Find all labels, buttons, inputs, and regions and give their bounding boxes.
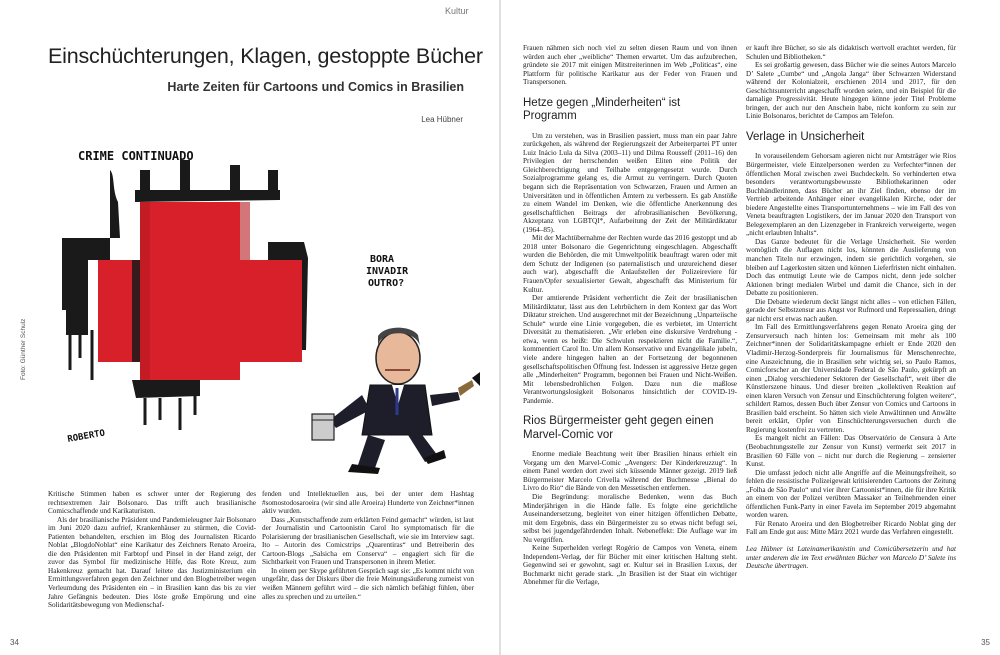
section-label: Kultur (445, 6, 469, 16)
subheading-marvel-comic: Rios Bürgermeister geht gegen einen Marvel-Comic vor (523, 415, 714, 441)
paragraph: Mit der Machtübernahme der Rechten wurde das 2016 gestoppt und ab 2018 unter Bolsonaro die Gegenrichtung eingeschlagen. Abgeschafft wurden die Behörden, die mit Umweltpolitik beauftragt waren oder mit dem Schutz der Indigenen (so paternalistisch und unzureichend dieser auch war), abgeschafft die Anlaufstellen der Polizeireviere für Frauen/Opfer sexualisierter Gewalt, abgeschafft das Ministerium für Kultur. (523, 234, 737, 294)
article-column-1 (48, 490, 256, 632)
president-figure (312, 328, 480, 474)
cartoon-signature: ROBERTO (66, 428, 106, 445)
swastika-paint-top (135, 190, 280, 202)
author-bio: Lea Hübner ist Lateinamerikanistin und Comicübersetzerin und hat unter anderem die im Text erwähnten Bücher von Marcelo D’ Salete ins Deutsche übertragen. (746, 545, 956, 571)
subheading-minderheiten: Hetze gegen „Minderheiten“ ist Programm (523, 96, 681, 123)
paragraph: Im Fall des Ermittlungsverfahrens gegen Renato Aroeira ging der Zensurversuch nach hinten los: Gemeinsam mit mehr als 100 Zeichner*innen der Solidaritätskampagne erhielt er Ende 2020 den Vladimir-Herzog-Sonderpreis für Journalismus für Menschenrechte, eine Auszeichnung, die in Brasilien sehr wichtig sei, so Paulo Ramos, Comicforscher an der Universidade Federal de São Paulo, gekürpft an einen „Dialog verschiedener Sektoren der Gesellschaft“, weit über die Künstlerszene hinaus. Und dieser breiten „kollektiven Reaktion auf einen klaren Versuch von Zensur und Einschüchterung folgten weitere“, schildert Ramos, dessen Buch über Zensur von Comics und Cartoons in Brasilien bald erscheint. So hätten sich viele Anwältinnen und Anwälte bereit erklärt, Opfer von Einschüchterungsversuchen durch die Regierung kostenfrei zu vertreten. (746, 323, 956, 434)
paragraph: Kritische Stimmen haben es schwer unter der Regierung des rechtsextremen Jair Bolsonaro. Das trifft auch brasilianische Comicschaffende und Karikaturisten. (48, 490, 256, 516)
photo-credit: Foto: Günther Schulz (20, 318, 27, 380)
paragraph: In vorauseilendem Gehorsam agieren nicht nur Amtsträger wie Rios Bürgermeister, viele Einzelpersonen werden zu Verfechter*innen der öffentlichen Moral zwischen zwei Buchdeckeln. So verhinderten etwa besonders verantwortungsbewusste Bibliothekarinnen oder Buchhändlerinnen, dass Bücher an ihr Ziel finden, ebenso der im Vertrieb arbeitende Anhänger einer evangelikalen Kirche, oder der biedere Angestellte eines Transportunternehmens – wie im Fall des von Veneta beauftragten Logistikers, der im Januar 2020 den Transport von Belegexemplaren an den Lizenzgeber in Frankreich verweigerte, wegen „nicht erlaubten Inhalts“. (746, 152, 956, 238)
paragraph: Die Begründung: moralische Bedenken, wenn das Buch Minderjährigen in die Hände falle. Es folgte eine gerichtliche Auseinandersetzung, begleitet von einer hitzigen öffentlichen Debatte, mit dem Ergebnis, dass ein Bürgermeister zu so etwas nicht befugt sei, selbst bei jugendgefährdenden Inhalt. Nebeneffekt: Die Auflage war im Nu vergriffen. (523, 492, 737, 544)
paragraph: Dass „Kunstschaffende zum erklärten Feind gemacht“ würden, ist laut der Journalistin und Cartoonistin Carol Ito symptomatisch für die Polarisierung der brasilianischen Gesellschaft, wie sie im Interview sagt. Ito – Autorin des Comicstrips „Quarentiras“ und Betreiberin des Cartoon-Blogs „Salsicha em Conserva“ – engagiert sich für die Sichtbarkeit von Frauen und Transpersonen in ihrem Metier. (262, 515, 474, 567)
paragraph: fenden und Intellektuellen aus, bei der unter dem Hashtag #somostodosaroeira (wir sind alle Aroeira) Hunderte von Zeichner*innen aktiv wurden. (262, 490, 474, 516)
paragraph: Frauen nähmen sich noch viel zu selten diesen Raum und von ihnen würden auch eher „weibliche“ Themen erwartet. Um das aufzubrechen, gründete sie 2017 mit einigen Mitstreiterinnen im Web „Politicas“, eine Plattform für politische Karikatur aus der Feder von Frauen und Transpersonen. (523, 44, 737, 87)
red-cross (98, 202, 302, 380)
article-author: Lea Hübner (421, 115, 463, 124)
article-column-2 (262, 490, 474, 632)
subheading-verlage: Verlage in Unsicherheit (746, 130, 865, 143)
paragraph: Um zu verstehen, was in Brasilien passiert, muss man ein paar Jahre zurückgehen, als während der Regierungszeit der Arbeiterpartei PT unter Luiz Inácio Lula da Silva (2003–11) und Dilma Rousseff (2011–16) den Privilegien der herrschenden weißen Eliten eine Politik der Gleichberechtigung und Teilhabe entgegengesetzt wurde. Durch Sozialprogramme gelang es, die Armut zu verringern. Durch Quoten begann sich die Repräsentation von Schwarzen, Frauen und Armen an Universitäten und in öffentlichen Ämtern zu verbessern. Es gab Anstöße zu einem Wandel im Denken, wie die öffentliche Anerkennung des gesellschaftlichen Beitrags der afrobrasilianischen Bevölkerung, Akzeptanz von LGBTQI*, Aufarbeitung der Zeit der Militärdiktatur (1964–85). (523, 131, 737, 234)
paragraph: Es sei großartig gewesen, dass Bücher wie die seines Autors Marcelo D’ Salete „Cumbe“ und „Angola Janga“ über Schwarzen Widerstand während der Kolonialzeit, erschienen 2014 und 2017, für den Geschichtsunterricht angeschafft worden seien, und ein Beispiel für die damalige Progressivität. Heute hingegen könne jeder Titel Probleme bringen, der auch nur den Anschein habe, nicht konform zu sein zur Linie Bolsonaros, berichtet de Campos am Telefon. (746, 61, 956, 121)
paragraph: Enorme mediale Beachtung weit über Brasilien hinaus erhielt ein Vorgang um den Marvel-Comic „Avengers: Der Kinderkreuzzug“. In einem Panel werden dort zwei sich küssende Männer gezeigt. 2019 ließ Bürgermeister Marcelo Crivella während der Buchmesse „Bienal do Livro do Rio“ die Bände von den Messetischen entfernen. (523, 450, 737, 493)
speech-bubble (366, 254, 414, 289)
paragraph: In einem per Skype geführten Gespräch sagt sie: „Es kommt nicht von ungefähr, dass der Diskurs über die freie Meinungsäußerung zumeist von weißen Männern geführt wird – die sich nämlich befähigt fühlen, über alles zu sprechen und zu urteilen.“ (262, 566, 474, 601)
speech-line-3: OUTRO? (368, 278, 405, 289)
article-column-4 (746, 44, 956, 634)
page-number-right: 35 (981, 638, 990, 647)
paragraph: Die Debatte wiederum deckt längst nicht alles – von etlichen Fällen, gerade der Selbstzensur aus Angst vor Rufmord und Repressalien, dringt gar nicht erst etwas nach außen. (746, 297, 956, 323)
cartoon-illustration (40, 130, 480, 475)
cartoon-caption-title: CRIME CONTINUADO (78, 149, 194, 163)
paragraph: Es mangelt nicht an Fällen: Das Observatório de Censura à Arte (Beobachtungsstelle zur Zensur von Kunst) vermerkt seit 2017 in Brasilien 60 Fälle von – nicht nur durch die Regierung – zensierter Kunst. (746, 434, 956, 469)
paragraph: Der amtierende Präsident verherrlicht die Zeit der brasilianischen Militärdiktatur, lässt aus den Lehrbüchern in dem Kontext gar das Wort Diktatur streichen. Und ausgerechnet mit der Bezeichnung „Unparteiische Schule“ wurde eine Linie vorgegeben, die es verbietet, im Unterricht Diversität zu thematisieren. „Wir erleben eine diskursive Verdrehung - etwa, wenn es heißt: Die Schwulen respektieren nicht die Familie.“, kommentiert Carol Ito. Um allem Konservative und Evangelikale jubeln, viele andere hingegen halten an der Fortsetzung der begonnenen gesellschaftspolitischen Öffnung fest. Indessen ist aggressive Hetze gegen alle „Minderheiten“ Programm, begonnen bei Frauen und Nicht-Weißen. Mit lebensbedrohlichen Folgen. Dazu nun die maßlose Verantwortungslosigkeit Bolsonaros hinsichtlich der COVID-19-Pandemie. (523, 294, 737, 405)
swastika-paint-bottom (132, 380, 200, 398)
paragraph: er kauft ihre Bücher, so sie als didaktisch wertvoll erachtet werden, für Schulen und Bibliotheken.“ (746, 44, 956, 61)
svg-text:BORA INVADIR (366, 254, 414, 289)
paragraph: Als der brasilianische Präsident und Pandemieleugner Jair Bolsonaro im Juni 2020 dazu aufrief, Krankenhäuser zu stürmen, die Covid-Patienten behandelten, erschien im Blog des Journalisten Ricardo Noblat „BlogdoNoblat“ eine Karikatur des Zeichners Renato Aroeira, die den Präsidenten mit Farbtopf und Pinsel in der Hand zeigt, der zuvor das Symbol für medizinische Hilfe, das Rote Kreuz, zum Hakenkreuz gemacht hat. Darauf leitete das Justizministerium ein Ermittlungsverfahren gegen den Zeichner und den Blogbetreiber wegen Verleumdung des Präsidenten ein – in Brasilien kann das bis zu vier Jahre Gefängnis bedeuten. Dies löste große Empörung und eine Solidaritätsbewegung von Medienschaf- (48, 515, 256, 610)
paragraph: Für Renato Aroeira und den Blogbetreiber Ricardo Noblat ging der Fall am Ende gut aus: Mitte März 2021 wurde das Verfahren eingestellt. (746, 519, 956, 537)
article-subheadline: Harte Zeiten für Cartoons und Comics in Brasilien (167, 80, 464, 94)
paragraph: Die umfasst jedoch nicht alle Angriffe auf die Meinungsfreiheit, so fehlen die ressistische Polizeigewalt kritisierenden Cartoons der Zeitung „Folha de São Paulo“ und vier ihrer Cartoonist*innen, die für ihre Kritik an einem von der Polizei verübten Massaker an Teilnehmenden einer öffentlichen Funk-Party in einer Favela im September 2019 abgemahnt worden waren. (746, 468, 956, 520)
page-gutter (499, 0, 501, 655)
article-column-3 (523, 44, 737, 634)
paragraph: Das Ganze bedeutet für die Verlage Unsicherheit. Sie werden womöglich die Auflagen nicht los, könnten die Auslieferung von manchen Titeln nur erzwingen, indem sie gerichtlich vorgehen, sie bleiben auf Lagerkosten sitzen und können Lieferfristen nicht einhalten. Doch das entmutigt Leute wie de Campos nicht, denn jede solcher Aktionen bringt medialen Wirbel und damit die Chance, sich in der Debatte zu positionieren. (746, 237, 956, 298)
paragraph: Keine Superhelden verlegt Rogério de Campos von Veneta, einem Independent-Verlag, der für Bücher mit einer kritischen Haltung steht. Gegenwind sei er gewohnt, sagt er. Kultur sei in Brasilien Luxus, der Buchmarkt nicht gerade stark. „In Brasilien ist der Staat ein wichtiger Abnehmer für die Verlage, (523, 544, 737, 587)
article-headline: Einschüchterungen, Klagen, gestoppte Bücher (48, 44, 483, 68)
page-number-left: 34 (10, 638, 19, 647)
speech-line-2: INVADIR (366, 266, 409, 277)
speech-line-1: BORA (370, 254, 395, 265)
